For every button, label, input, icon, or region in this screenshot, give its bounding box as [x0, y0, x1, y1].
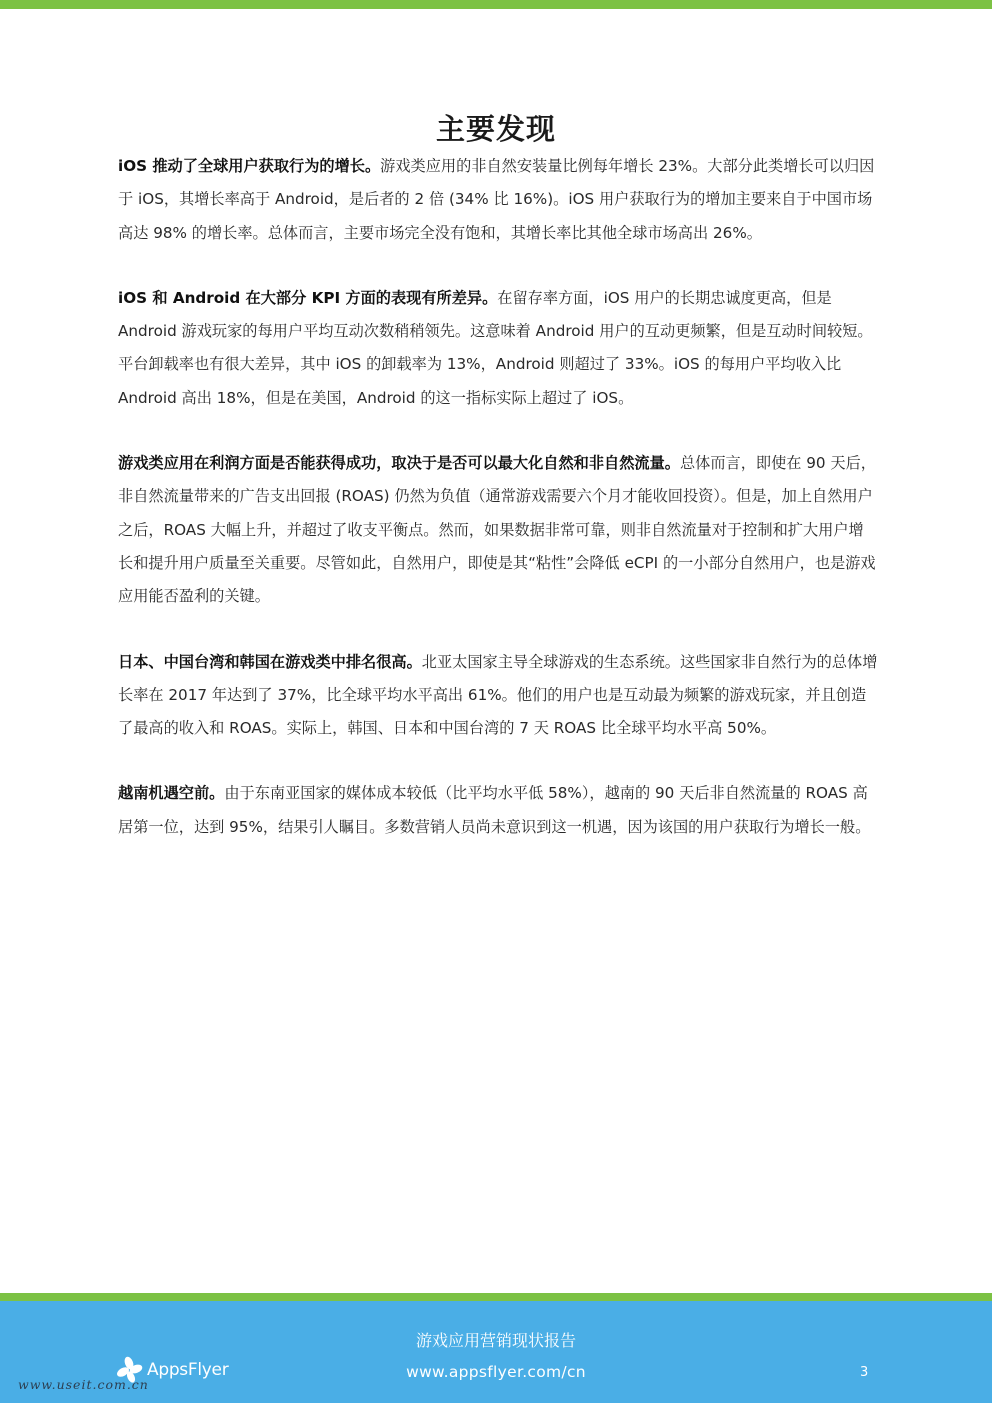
finding-paragraph-5: [118, 777, 878, 844]
finding-body-3: 总体而言，即使在 90 天后，非自然流量带来的广告支出回报 (ROAS) 仍然为负值（通常游戏需要六个月才能收回投资）。但是，加上自然用户之后，ROAS 大幅上升，并超过了收支平衡点。然而，如果数据非常可靠，则非自然流量对于控制和扩大用户增长和提升用户质量至关重要。尽管如此，自然用户，即使是其“粘性”会降低 eCPI 的一小部分自然用户，也是游戏应用能否盈利的关键。: [118, 454, 876, 606]
findings-content: [118, 150, 878, 876]
logo-wordmark: AppsFlyer: [147, 1360, 229, 1380]
footer-accent-bar: [0, 1293, 992, 1301]
finding-paragraph-1: [118, 150, 878, 250]
page-title: 主要发现: [435, 112, 556, 147]
finding-body-4: 北亚太国家主导全球游戏的生态系统。这些国家非自然行为的总体增长率在 2017 年达到了 37%，比全球平均水平高出 61%。他们的用户也是互动最为频繁的游戏玩家，并且创造了最高的收入和 ROAS。实际上，韩国、日本和中国台湾的 7 天 ROAS 比全球平均水平高 50%。: [118, 652, 878, 738]
footer-url-link[interactable]: www.appsflyer.com/cn: [406, 1363, 586, 1381]
finding-paragraph-3: [118, 447, 878, 613]
finding-lead-3: 游戏类应用在利润方面是否能获得成功，取决于是否可以最大化自然和非自然流量。: [118, 454, 680, 473]
finding-body-1: 游戏类应用的非自然安装量比例每年增长 23%。大部分此类增长可以归因于 iOS，其增长率高于 Android，是后者的 2 倍 (34% 比 16%)。iOS 用户获取行为的增加主要来自于中国市场高达 98% 的增长率。总体而言，主要市场完全没有饱和，其增长率比其他全球市场高出 26%。: [118, 157, 875, 242]
top-accent-bar: [0, 0, 992, 9]
finding-lead-1: iOS 推动了全球用户获取行为的增长。: [118, 157, 381, 175]
finding-paragraph-2: [118, 282, 878, 415]
watermark: www.useit.com.cn: [18, 1377, 149, 1392]
finding-paragraph-4: [118, 646, 878, 746]
finding-lead-2: iOS 和 Android 在大部分 KPI 方面的表现有所差异。: [118, 288, 498, 307]
page-footer: [0, 1301, 992, 1403]
finding-lead-5: 越南机遇空前。: [118, 784, 225, 803]
finding-body-2: 在留存率方面，iOS 用户的长期忠诚度更高，但是 Android 游戏玩家的每用户平均互动次数稍稍领先。这意味着 Android 用户的互动更频繁，但是互动时间较短。平台卸载率也有很大差异，其中 iOS 的卸载率为 13%，Android 则超过了 33%。iOS 的每用户平均收入比 Android 高出 18%，但是在美国，Android 的这一指标实际上超过了 iOS。: [118, 288, 873, 407]
finding-lead-4: 日本、中国台湾和韩国在游戏类中排名很高。: [118, 652, 422, 671]
page-number: 3: [860, 1365, 869, 1380]
report-title: 游戏应用营销现状报告: [415, 1331, 576, 1350]
finding-body-5: 由于东南亚国家的媒体成本较低（比平均水平低 58%），越南的 90 天后非自然流量的 ROAS 高居第一位，达到 95%，结果引人瞩目。多数营销人员尚未意识到这一机遇，因为该国的用户获取行为增长一般。: [118, 784, 871, 836]
